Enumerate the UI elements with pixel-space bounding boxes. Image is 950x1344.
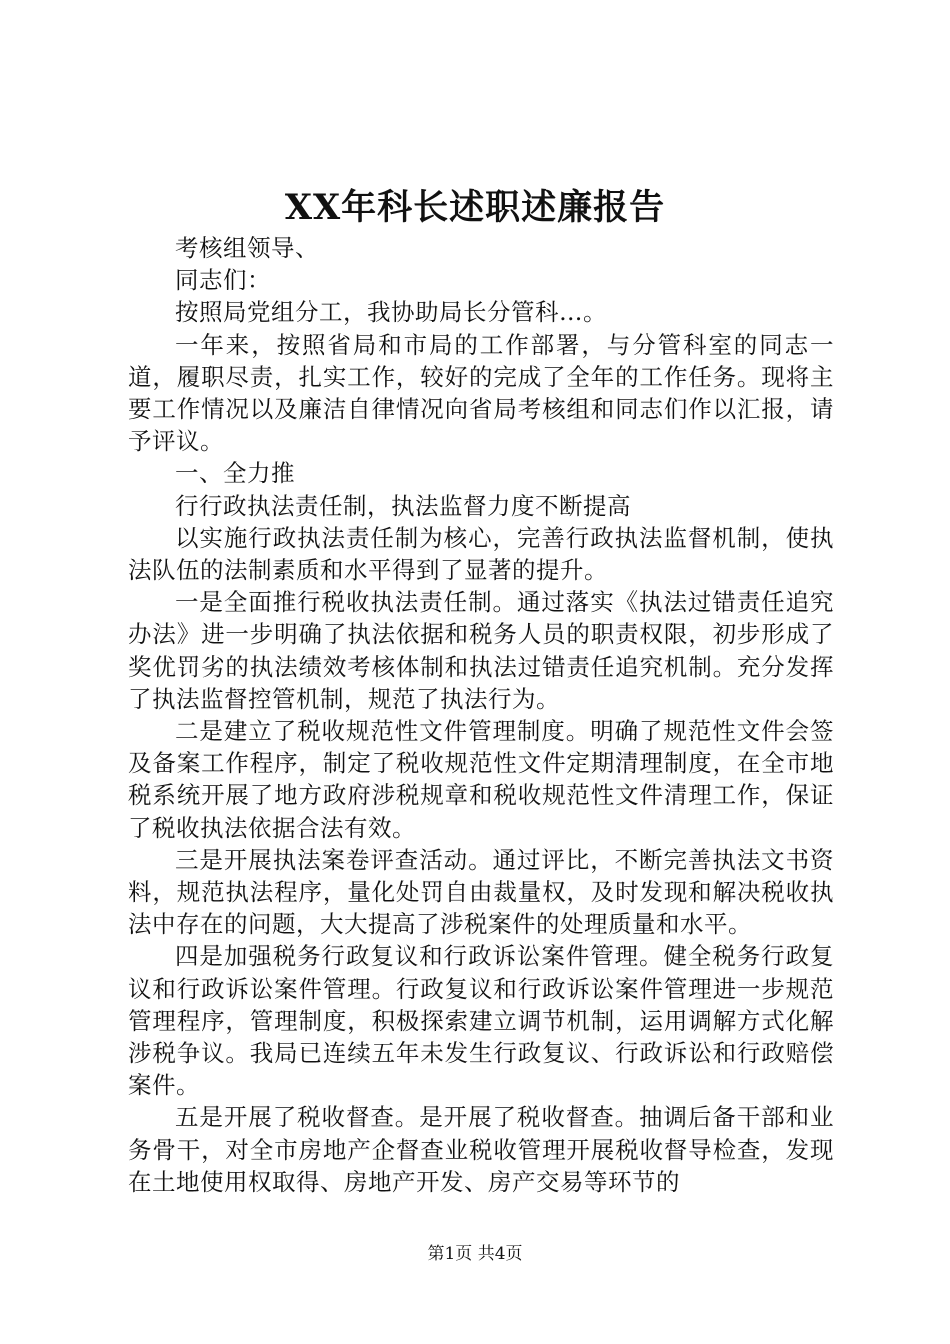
- section-heading: 一、全力推: [175, 459, 295, 488]
- paragraph: 以实施行政执法责任制为核心，完善行政执法监督机制，使执法队伍的法制素质和水平得到了显著的提升。: [128, 523, 834, 585]
- paragraph: 三是开展执法案卷评查活动。通过评比，不断完善执法文书资料，规范执法程序，量化处罚自由裁量权，及时发现和解决税收执法中存在的问题，大大提高了涉税案件的处理质量和水平。: [128, 845, 834, 939]
- paragraph: 按照局党组分工，我协助局长分管科…。: [175, 298, 607, 327]
- salutation-leaders: 考核组领导、: [175, 234, 319, 262]
- paragraph: 一年来，按照省局和市局的工作部署，与分管科室的同志一道，履职尽责，扎实工作，较好的完成了全年的工作任务。现将主要工作情况以及廉洁自律情况向省局考核组和同志们作以汇报，请予评议。: [128, 330, 834, 456]
- salutation-comrades: 同志们：: [175, 266, 271, 295]
- paragraph: 四是加强税务行政复议和行政诉讼案件管理。健全税务行政复议和行政诉讼案件管理。行政复议和行政诉讼案件管理进一步规范管理程序，管理制度，积极探索建立调节机制，运用调解方式化解涉税争议。我局已连续五年未发生行政复议、行政诉讼和行政赔偿案件。: [128, 942, 834, 1100]
- section-heading-continued: 行行政执法责任制，执法监督力度不断提高: [175, 491, 631, 520]
- paragraph: 二是建立了税收规范性文件管理制度。明确了规范性文件会签及备案工作程序，制定了税收规范性文件定期清理制度，在全市地税系统开展了地方政府涉税规章和税收规范性文件清理工作，保证了税收执法依据合法有效。: [128, 717, 834, 842]
- page-number-footer: 第1页 共4页: [427, 1244, 523, 1264]
- document-title: XX年科长述职述廉报告: [284, 187, 666, 228]
- paragraph: 一是全面推行税收执法责任制。通过落实《执法过错责任追究办法》进一步明确了执法依据和税务人员的职责权限，初步形成了奖优罚劣的执法绩效考核体制和执法过错责任追究机制。充分发挥了执法监督控管机制，规范了执法行为。: [128, 588, 834, 713]
- paragraph: 五是开展了税收督查。是开展了税收督查。抽调后备干部和业务骨干，对全市房地产企督查业税收管理开展税收督导检查，发现在土地使用权取得、房地产开发、房产交易等环节的: [128, 1103, 834, 1196]
- document-body: [128, 232, 834, 1198]
